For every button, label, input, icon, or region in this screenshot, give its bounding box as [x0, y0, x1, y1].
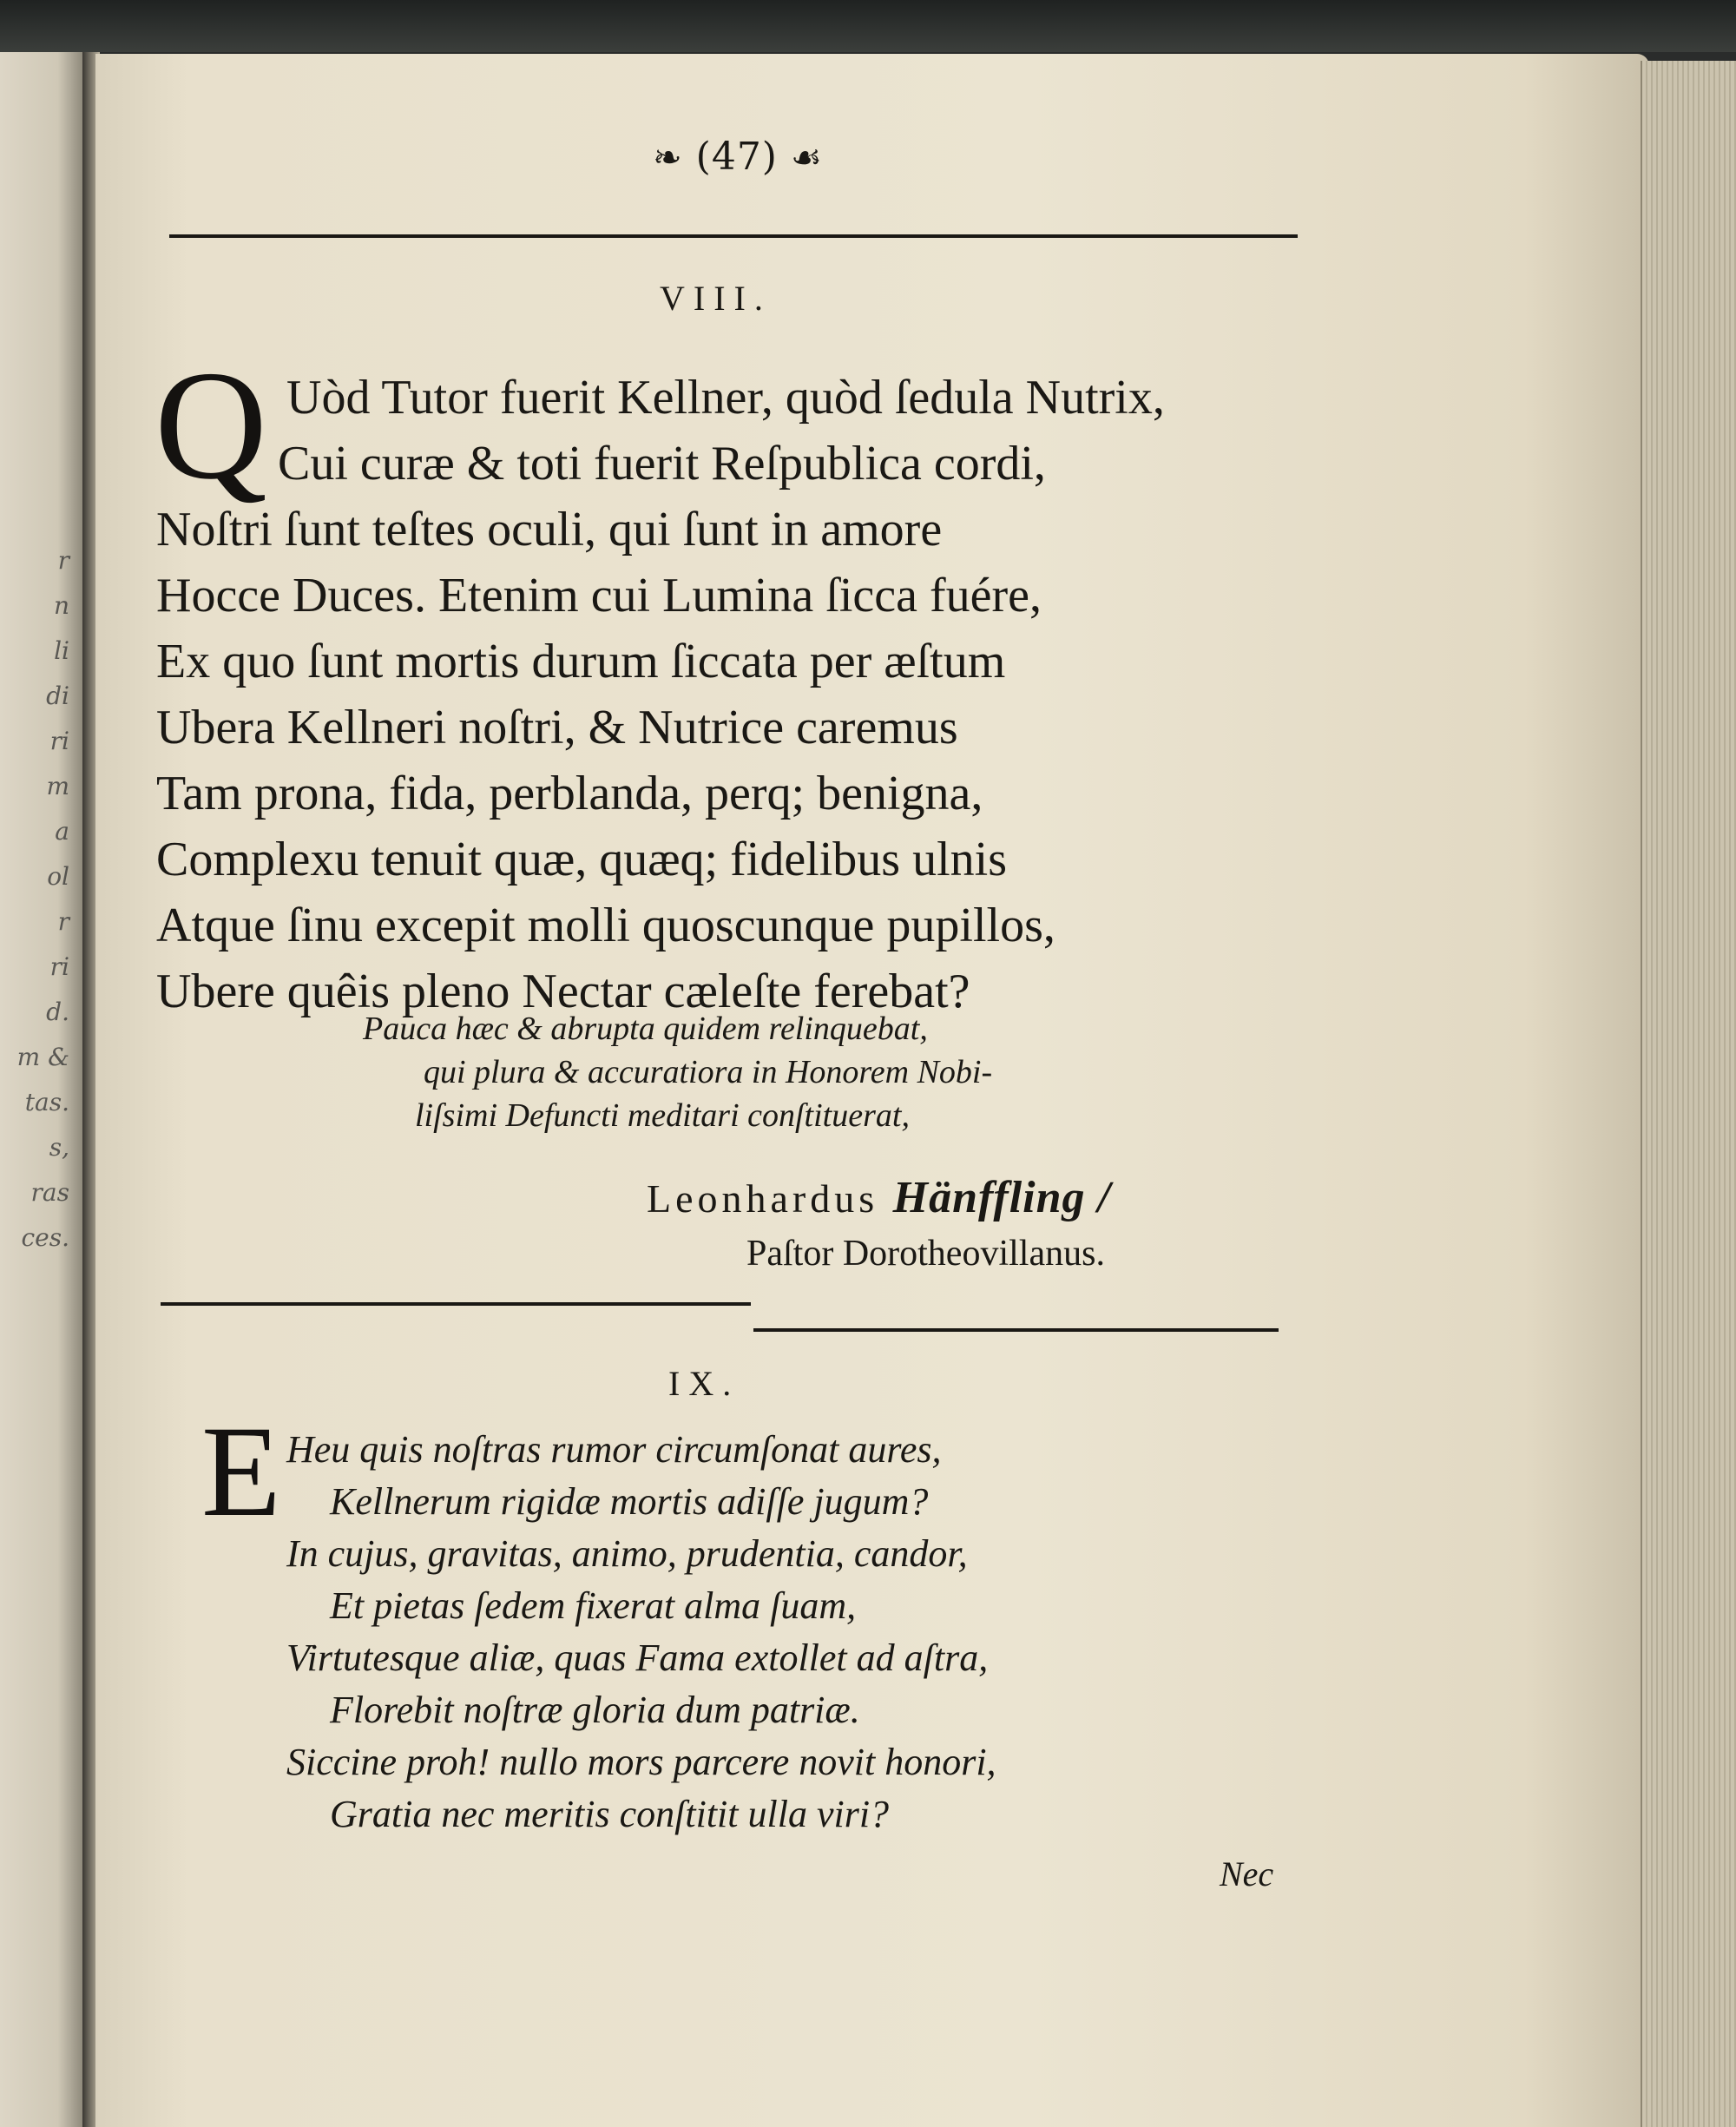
- page-header: [608, 135, 868, 179]
- facing-page-fragment: li: [54, 636, 69, 665]
- verse-line: Atque ſinu excepit molli quoscunque pupillos,: [156, 899, 1055, 952]
- verse-line: Noſtri ſunt teſtes oculi, qui ſunt in amore: [156, 503, 943, 556]
- section-viii-heading: VIII.: [660, 279, 772, 318]
- verse-line: Gratia nec meritis conſtitit ulla viri?: [330, 1793, 890, 1835]
- verse-line: Uòd Tutor fuerit Kellner, quòd ſedula Nutrix,: [286, 371, 1165, 425]
- facing-page-fragment: ri: [49, 952, 69, 981]
- facing-page-fragment: m &: [16, 1043, 69, 1071]
- signature: [647, 1172, 1111, 1223]
- facing-page-fragment: m: [46, 772, 69, 800]
- section-viii-verse: [156, 365, 1165, 1024]
- verse-line: Siccine proh! nullo mors parcere novit honori,: [286, 1741, 996, 1783]
- verse-line: Ex quo ſunt mortis durum ſiccata per æſtum: [156, 635, 1006, 688]
- facing-page-fragment: r: [57, 907, 69, 936]
- verse-line: Pauca hæc & abrupta quidem relinquebat,: [363, 1011, 928, 1047]
- verse-line: Tam prona, fida, perblanda, perq; benigna,: [156, 767, 983, 820]
- verse-line: Ubera Kellneri noſtri, & Nutrice caremus: [156, 701, 958, 754]
- verse-line: Hocce Duces. Etenim cui Lumina ſicca fuére,: [156, 569, 1042, 622]
- signature-surname: Hänffling /: [892, 1173, 1111, 1222]
- catchword: Nec: [1220, 1854, 1274, 1893]
- facing-page-fragment: tas.: [24, 1088, 69, 1116]
- verse-line: liſsimi Defuncti meditari conſtituerat,: [415, 1097, 910, 1134]
- section-ix-heading: IX.: [668, 1364, 740, 1403]
- section-viii-note: [363, 1007, 992, 1137]
- facing-page-fragment: ces.: [21, 1223, 69, 1252]
- signature-name: Leonhardus: [647, 1176, 879, 1221]
- section-ix-verse: [286, 1424, 996, 1841]
- header-rule: [169, 234, 1298, 238]
- facing-page-fragment: ras: [30, 1178, 69, 1207]
- section-viii-dropcap: Q: [155, 339, 267, 511]
- section-ix-dropcap: E: [201, 1399, 281, 1544]
- facing-page-fragment: r: [57, 546, 69, 575]
- page-number: (47): [695, 135, 778, 179]
- verse-line: Virtutesque aliæ, quas Fama extollet ad aſtra,: [286, 1636, 989, 1679]
- verse-line: Et pietas ſedem fixerat alma ſuam,: [330, 1584, 857, 1627]
- facing-page-fragment: ri: [49, 727, 69, 755]
- ornament-right-icon: ☙: [790, 138, 823, 178]
- verse-line: In cujus, gravitas, animo, prudentia, candor,: [286, 1532, 968, 1575]
- ornament-left-icon: ❧: [653, 138, 683, 178]
- verse-line: Complexu tenuit quæ, quæq; fidelibus ulnis: [156, 833, 1007, 886]
- verse-line: Heu quis noſtras rumor circumſonat aures,: [286, 1428, 942, 1471]
- facing-page-fragment: d.: [46, 998, 69, 1026]
- facing-page-fragment: s,: [49, 1133, 69, 1162]
- verse-line: Ubere quêis pleno Nectar cæleſte ferebat?: [156, 965, 970, 1018]
- facing-page-fragment: ol: [47, 862, 69, 891]
- verse-line: Florebit noſtræ gloria dum patriæ.: [330, 1689, 860, 1731]
- facing-page-fragment: n: [53, 591, 69, 620]
- signature-role: Paſtor Dorotheovillanus.: [746, 1234, 1105, 1274]
- verse-line: Cui curæ & toti fuerit Reſpublica cordi,: [278, 437, 1046, 491]
- section-rule-left: [161, 1302, 751, 1306]
- section-rule-right: [753, 1328, 1279, 1332]
- verse-line: qui plura & accuratiora in Honorem Nobi-: [424, 1054, 993, 1090]
- facing-page-fragment: di: [46, 682, 69, 710]
- facing-page-fragment: a: [55, 817, 69, 846]
- verse-line: Kellnerum rigidæ mortis adiſſe jugum?: [330, 1480, 929, 1523]
